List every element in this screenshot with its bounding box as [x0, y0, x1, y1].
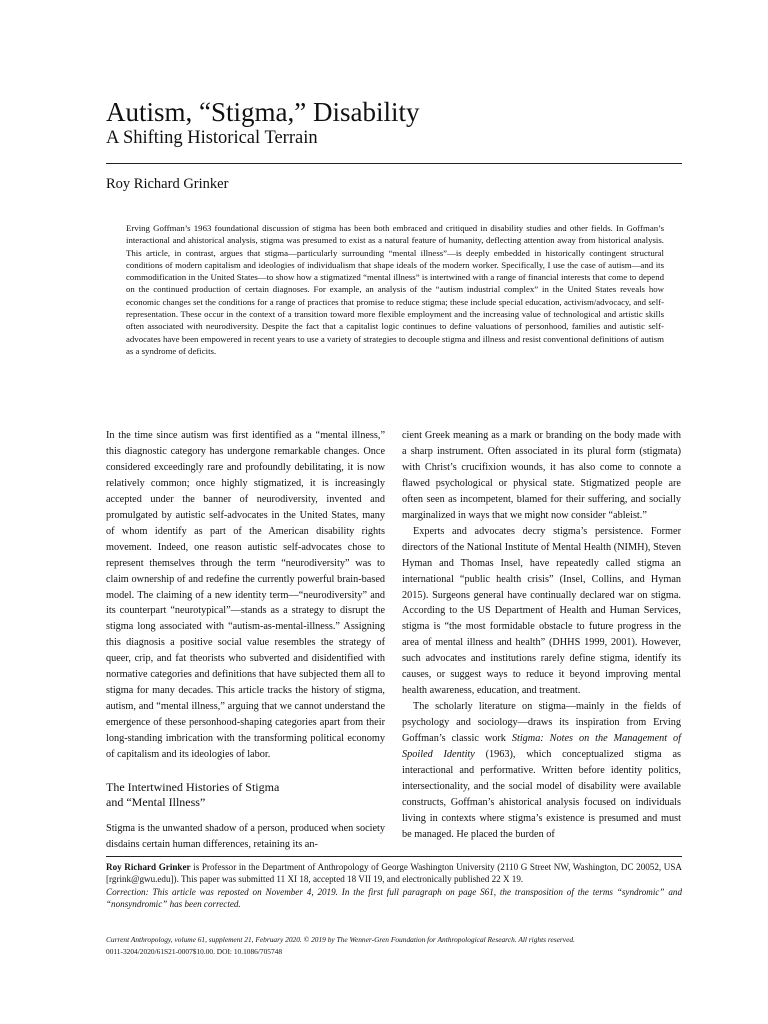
right-column	[402, 428, 681, 843]
book-title: Stigma: Notes on the Management of Spoiled Identity	[402, 733, 681, 761]
journal-citation: Current Anthropology, volume 61, supplement 21, February 2020. © 2019 by The Wenner-Gren Foundation for Anthropological Research. All rights reserved.	[106, 935, 575, 944]
footnote-author-name: Roy Richard Grinker	[106, 862, 191, 872]
footnote-divider	[106, 856, 682, 857]
title-divider	[106, 163, 682, 164]
abstract: Erving Goffman’s 1963 foundational discussion of stigma has been both embraced and critiqued in disability studies and other fields. In Goffman’s interactional and ahistorical analysis, stigma was presumed to exist as a natural feature of humanity, deflecting attention away from historical analysis. This article, in contrast, argues that stigma—particularly surrounding “mental illness”—is deeply embedded in historically contingent structural conditions of modern capitalism and ideologies of individualism that shape ideals of the modern worker. Specifically, I use the case of autism—and its commodification in the United States—to show how a stigmatized “mental illness” is intertwined with a range of financial interests that come to depend on the continued production of certain diagnoses. For example, an analysis of the “autism industrial complex” in the United States reveals how economic changes set the conditions for a range of practices that promise to reduce stigma; these include special education, activism/advocacy, and self-representation. These occur in the context of a transition toward more flexible employment and the increasing value of technological and artistic skills often associated with neurodiversity. Despite the fact that a capitalist logic continues to define valuations of personhood, families and autistic self-advocates have been empowered in recent years to use a variety of strategies to decouple stigma and illness and resist conventional definitions of autism as a syndrome of deficits.	[126, 223, 664, 356]
body-paragraph: In the time since autism was first identified as a “mental illness,” this diagnostic category has undergone remarkable changes. Once considered exceedingly rare and profoundly debilitating, it is now relatively common; once highly stigmatized, it is increasingly accepted under the banner of neurodiversity, invented and promulgated by autistic self-advocates in the United States, many of whom identify as part of the American disability rights movement. Indeed, one reason autistic self-advocates chose to represent themselves through the term “neurodiversity” was to claim ownership of and redefine the currently powerful brain-based model. The claiming of a new identity term—“neurodiversity” and its counterpart “neurotypical”—stands as a strategy to disrupt the stigma long associated with “autism-as-mental-illness.” Assigning this diagnosis a positive social value resembles the strategy of queer, crip, and fat theorists who subverted and disidentified with normative categories and definitions that have subjected them all to stigma for many decades. This article tracks the history of stigma, autism, and “mental illness,” arguing that we cannot understand the emergence of these personhood-shaping categories apart from their long-standing imbrication with the transforming political economy of capitalism and its ideologies of labor.	[106, 430, 385, 761]
left-column	[106, 428, 385, 853]
correction-note: Correction: This article was reposted on November 4, 2019. In the first full paragraph on page S61, the transposition of the terms “syndromic” and “nonsyndromic” has been corrected.	[106, 886, 682, 909]
body-paragraph: Stigma is the unwanted shadow of a person, produced when society disdains certain human differences, retaining its an-	[106, 823, 385, 850]
body-paragraph: cient Greek meaning as a mark or branding on the body made with a sharp instrument. Often associated in its plural form (stigmata) with Christ’s crucifixion wounds, it has also come to connote a flawed psychological or physical state. Stigmatized people are often seen as incompetent, blamed for their suffering, and socially marginalized in ways that we might now consider “ableist.”	[402, 430, 681, 521]
publication-info	[106, 934, 682, 957]
body-paragraph	[402, 699, 681, 843]
citation-line	[106, 934, 682, 946]
body-text: (1963), which conceptualized stigma as interactional and performative. Written before identity politics, intersectionality, and the social model of disability were available constructs, Goffman’s ahistorical analysis focused on individuals living in contexts where stigma’s existence is presumed and must be managed. He placed the burden of	[402, 749, 681, 840]
section-heading	[106, 780, 385, 810]
body-paragraph: Experts and advocates decry stigma’s persistence. Former directors of the National Institute of Mental Health (NIMH), Steven Hyman and Thomas Insel, have repeatedly called stigma an international “public health crisis” (Insel, Collins, and Hyman 2015). Surgeons general have continually declared war on stigma. According to the US Department of Health and Human Services, stigma is “the most formidable obstacle to future progress in the area of mental illness and health” (DHHS 1999, 2001). However, such advocates and institutions rarely define stigma, identify its causes, or suggest ways to reduce it beyond improving mental health awareness, education, and treatment.	[402, 525, 681, 697]
author-name: Roy Richard Grinker	[106, 176, 229, 192]
author-footnote	[106, 861, 682, 910]
footnote-author-bio: is Professor in the Department of Anthropology of George Washington University (2110 G Street NW, Washington, DC 20052, USA [rgrink@gwu.edu]). This paper was submitted 11 XI 18, accepted 18 VII 19, and electronically published 22 X 19.	[106, 862, 682, 885]
section-heading-line-1: The Intertwined Histories of Stigma	[106, 780, 280, 795]
section-heading-line-2: and “Mental Illness”	[106, 795, 206, 810]
article-title: Autism, “Stigma,” Disability	[106, 97, 420, 127]
identifier-line: 0011-3204/2020/61S21-0007$10.00. DOI: 10.1086/705748	[106, 946, 283, 956]
body-text: The scholarly literature on stigma—mainly in the fields of psychology and sociology—draws its inspiration from Erving Goffman’s classic work	[402, 701, 681, 745]
article-subtitle: A Shifting Historical Terrain	[106, 128, 318, 148]
